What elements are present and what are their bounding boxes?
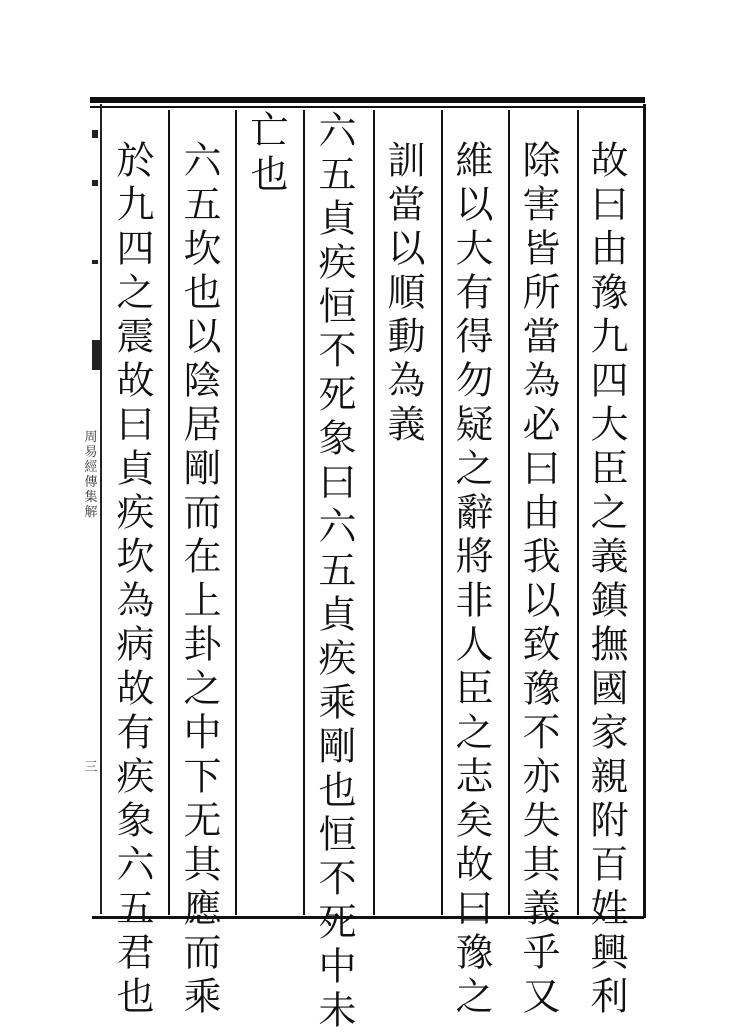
commentary-line: 訓當以順動為義 (381, 140, 425, 448)
text-column-8: 於九四之震故曰貞疾坎為病故有疾象六五君也 (110, 140, 154, 1020)
column-rule (303, 110, 305, 915)
right-border (643, 104, 646, 918)
text-column-3: 維以大有得勿疑之辭將非人臣之志矣故曰豫之 (449, 140, 493, 1020)
column-rule (577, 110, 579, 915)
column-rule (441, 110, 443, 915)
gutter-edge (100, 104, 102, 914)
text-column-7: 六五坎也以陰居剛而在上卦之中下无其應而乘 (177, 140, 221, 1020)
column-rule (235, 110, 237, 915)
column-rule (168, 110, 170, 915)
text-column-6: 亡也 (244, 110, 288, 198)
gutter-page-number: 三 (84, 760, 98, 775)
column-rule (373, 110, 375, 915)
bottom-border (92, 916, 644, 919)
text-column-1: 故曰由豫九四大臣之義鎮撫國家親附百姓興利 (584, 140, 628, 1020)
top-border (90, 97, 645, 103)
gutter-mark (92, 260, 98, 264)
gutter-mark (92, 130, 98, 138)
top-border-inner (90, 106, 645, 108)
gutter-mark (92, 180, 98, 186)
gutter-book-title: 周易經傳集解 (84, 430, 98, 520)
gutter-fishtail-mark (92, 340, 100, 370)
column-rule (508, 110, 510, 915)
text-column-2: 除害皆所當為必曰由我以致豫不亦失其義乎又 (516, 140, 560, 1020)
text-column-5: 六五貞疾恒不死象曰六五貞疾乘剛也恒不死中未 (312, 110, 356, 1034)
